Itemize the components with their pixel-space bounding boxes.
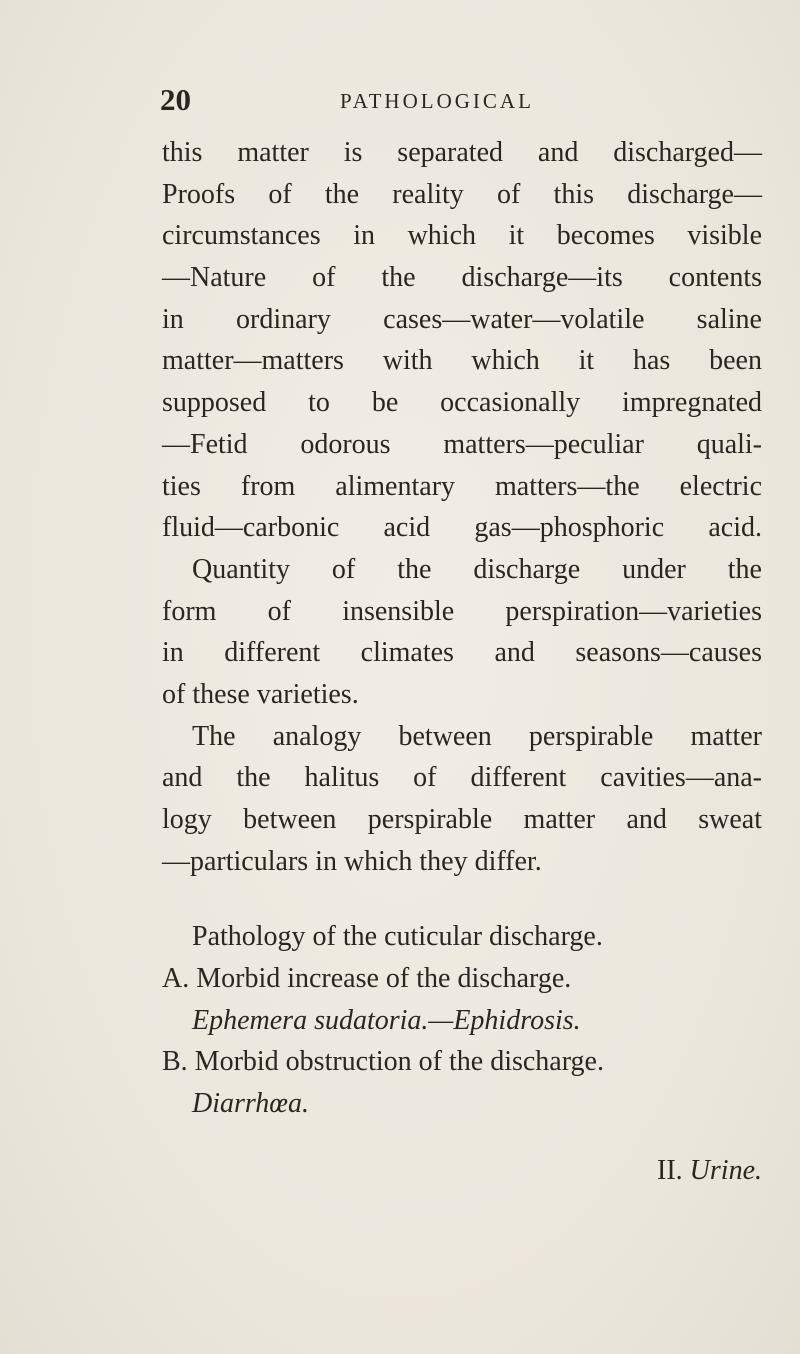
text-line: —particulars in which they differ. [162, 845, 542, 877]
text-line: this matter is separated and discharged— [162, 137, 762, 168]
text-line: logy between perspirable matter and sweat [162, 804, 762, 835]
running-head-title: PATHOLOGICAL [340, 89, 534, 113]
catchword-number: II. [657, 1155, 683, 1186]
text-line: Quantity of the discharge under the [192, 553, 762, 585]
text-line: form of insensible perspiration—varieties [162, 595, 762, 627]
item-a-heading: A. Morbid increase of the discharge. [162, 963, 572, 995]
text-line: of these varieties. [162, 678, 359, 710]
item-b-subtext: Diarrhœa. [192, 1088, 309, 1120]
text-line: supposed to be occasionally impregnated [162, 387, 762, 419]
text-line: ties from alimentary matters—the electric [162, 470, 762, 502]
text-line: fluid—carbonic acid gas—phosphoric acid. [162, 512, 762, 544]
running-head [160, 82, 760, 118]
text-line: —Nature of the discharge—its contents [162, 262, 762, 294]
item-b-heading: B. Morbid obstruction of the discharge. [162, 1046, 604, 1078]
text-line: in different climates and seasons—causes [162, 637, 762, 669]
text-line: circumstances in which it becomes visible [162, 220, 762, 252]
text-line: Proofs of the reality of this discharge— [162, 178, 762, 210]
section-spacer [162, 882, 762, 916]
catchword [162, 1150, 762, 1192]
item-a-subtext: Ephemera sudatoria.—Ephidrosis. [192, 1004, 581, 1036]
section-heading: Pathology of the cuticular discharge. [192, 921, 603, 953]
page-number: 20 [160, 82, 191, 117]
text-line: matter—matters with which it has been [162, 345, 762, 377]
text-line: and the halitus of different cavities—ana- [162, 762, 762, 794]
text-line: The analogy between perspirable matter [192, 720, 762, 752]
text-line: in ordinary cases—water—volatile saline [162, 303, 762, 335]
catchword-word: Urine. [689, 1155, 762, 1186]
text-line: —Fetid odorous matters—peculiar quali- [162, 428, 762, 460]
main-text [162, 132, 762, 1125]
